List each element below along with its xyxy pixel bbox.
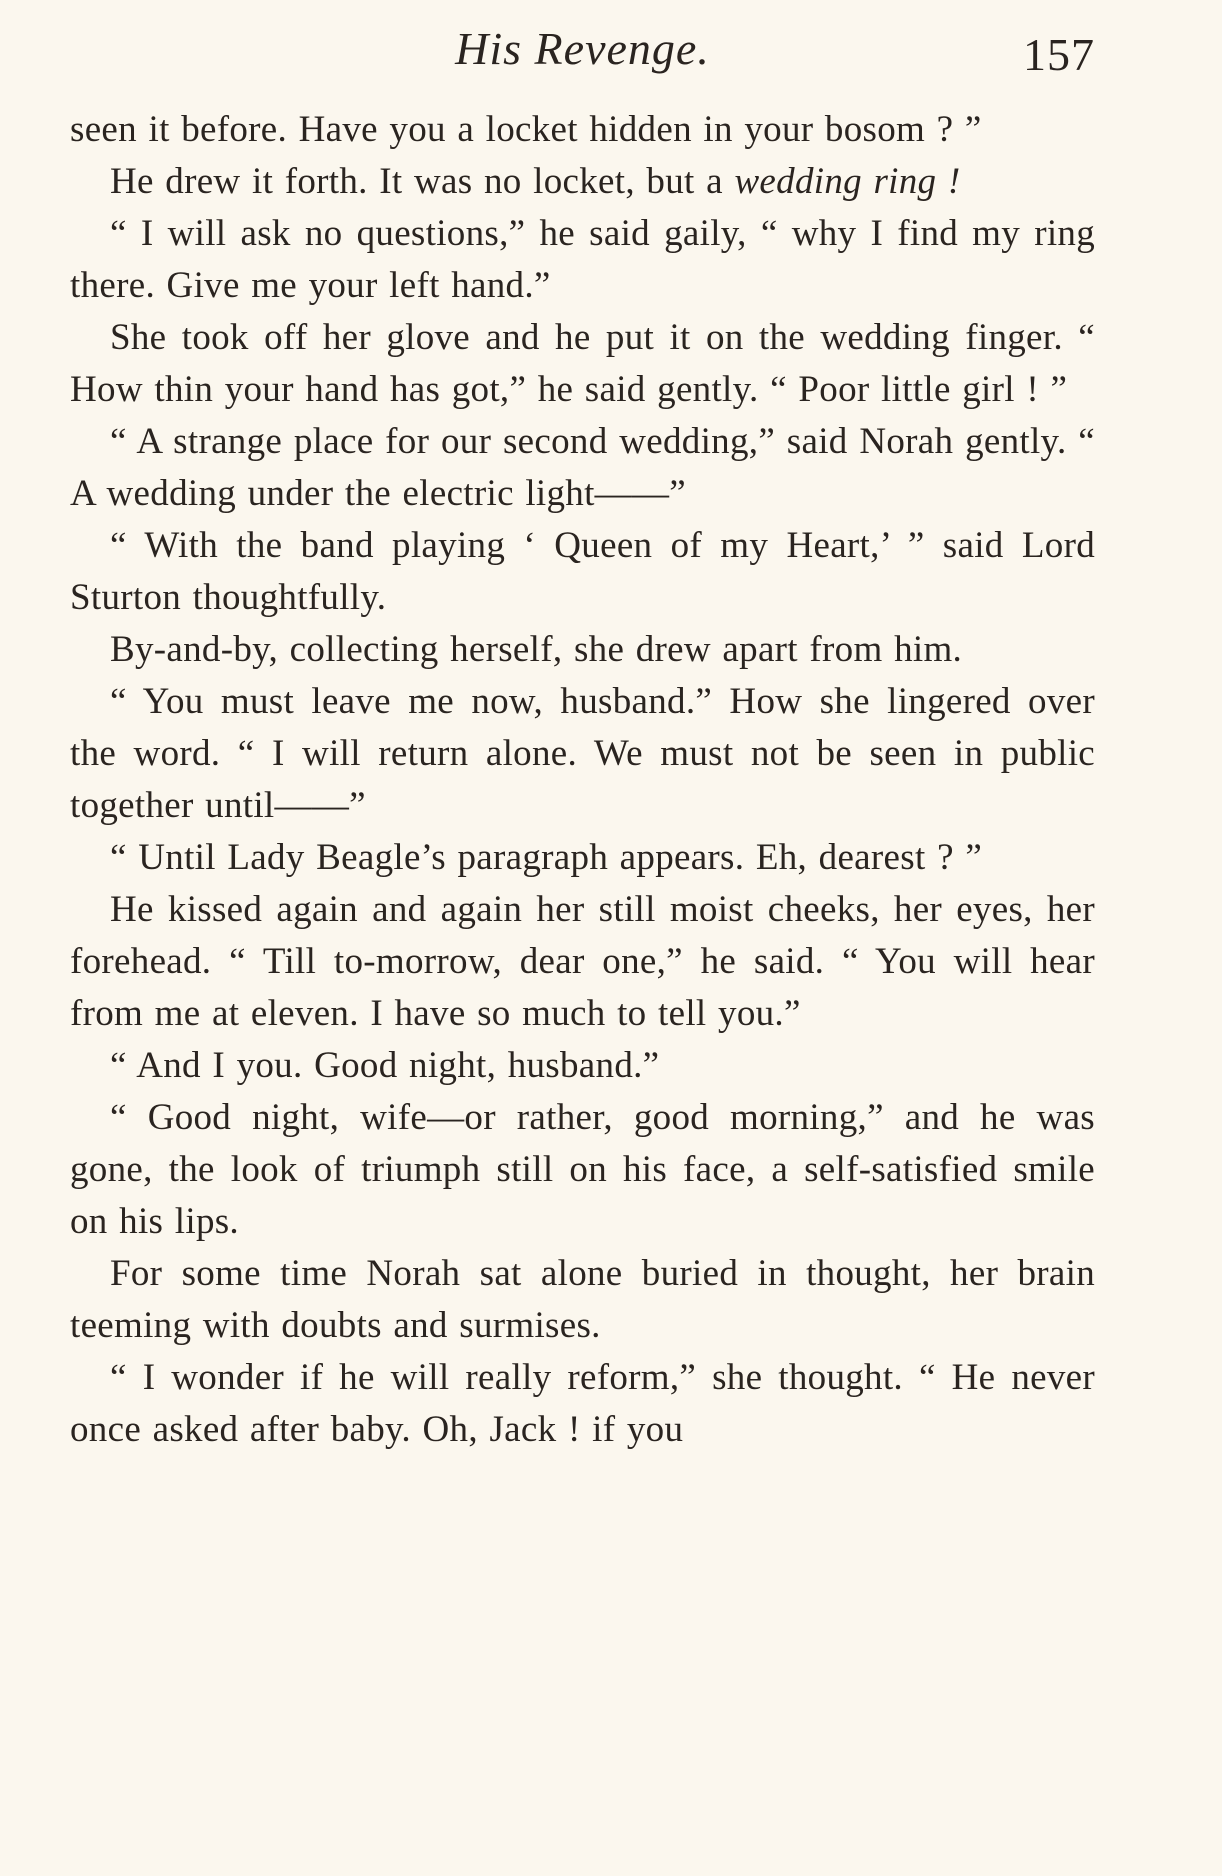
- italic-emphasis: wedding ring !: [734, 161, 961, 202]
- paragraph-text: He drew it forth. It was no locket, but a: [110, 161, 735, 202]
- paragraph: “ I will ask no questions,” he said gaily, “ why I find my ring there. Give me your left hand.”: [70, 213, 1095, 306]
- paragraph: “ A strange place for our second wedding,” said Norah gently. “ A wedding under the electric light——”: [70, 421, 1095, 514]
- paragraph: “ And I you. Good night, husband.”: [110, 1045, 660, 1086]
- paragraph: “ Until Lady Beagle’s paragraph appears. Eh, dearest ? ”: [110, 837, 983, 878]
- paragraph: “ You must leave me now, husband.” How she lingered over the word. “ I will return alone. We must not be seen in public together until——”: [70, 681, 1095, 826]
- paragraph: For some time Norah sat alone buried in thought, her brain teeming with doubts and surmises.: [70, 1253, 1095, 1346]
- page-number: 157: [1023, 29, 1095, 80]
- paragraph: She took off her glove and he put it on the wedding finger. “ How thin your hand has got,” he said gently. “ Poor little girl ! ”: [70, 317, 1095, 410]
- page-header: [70, 18, 1095, 78]
- paragraph: “ Good night, wife—or rather, good morning,” and he was gone, the look of triumph still on his face, a self-satisfied smile on his lips.: [70, 1097, 1095, 1242]
- paragraph-continuation: seen it before. Have you a locket hidden in your bosom ? ”: [70, 109, 982, 150]
- running-title: His Revenge.: [455, 23, 710, 74]
- paragraph: By-and-by, collecting herself, she drew apart from him.: [110, 629, 963, 670]
- paragraph: [70, 156, 1095, 208]
- body-text: [70, 104, 1095, 1456]
- paragraph: “ I wonder if he will really reform,” she thought. “ He never once asked after baby. Oh, Jack ! if you: [70, 1357, 1095, 1450]
- paragraph: “ With the band playing ‘ Queen of my Heart,’ ” said Lord Sturton thoughtfully.: [70, 525, 1095, 618]
- paragraph: He kissed again and again her still moist cheeks, her eyes, her forehead. “ Till to-morrow, dear one,” he said. “ You will hear from me at eleven. I have so much to tell you.”: [70, 889, 1095, 1034]
